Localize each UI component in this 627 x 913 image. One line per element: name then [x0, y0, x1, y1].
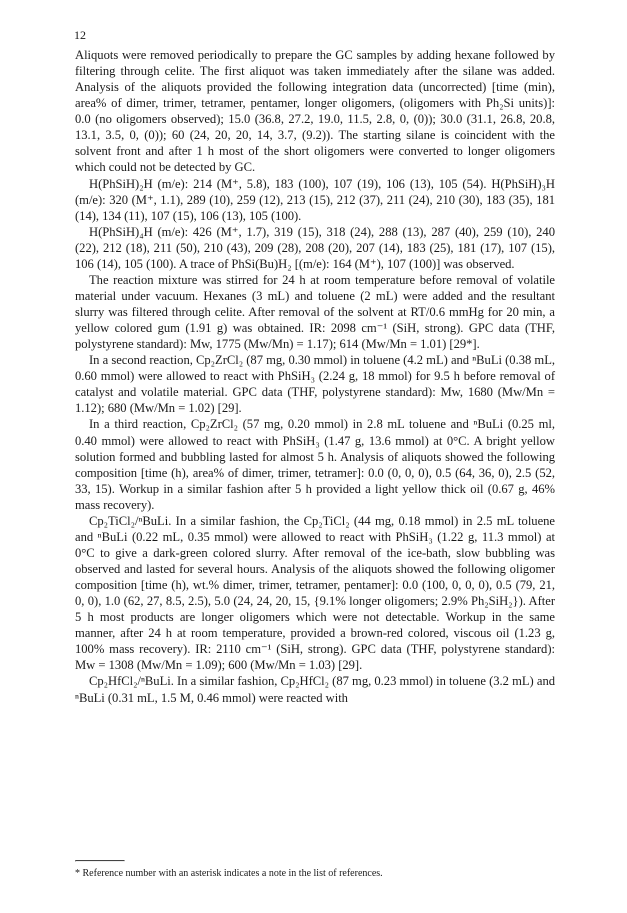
- body-text: [75, 47, 555, 706]
- paragraph: In a second reaction, Cp₂ZrCl₂ (87 mg, 0.30 mmol) in toluene (4.2 mL) and ⁿBuLi (0.38 mL, 0.60 mmol) were allowed to react with PhSiH₃ (2.24 g, 18 mmol) for 9.5 h before removal of catalyst and volatile material. GPC data (THF, polystyrene standard): Mw, 1680 (Mw/Mn = 1.12); 680 (Mw/Mn = 1.02) [29].: [75, 353, 555, 416]
- page-number: 12: [74, 28, 86, 42]
- footnote: * Reference number with an asterisk indicates a note in the list of references.: [75, 868, 383, 879]
- footnote-rule: [75, 860, 125, 862]
- paragraph: Cp₂TiCl₂/ⁿBuLi. In a similar fashion, the Cp₂TiCl₂ (44 mg, 0.18 mmol) in 2.5 mL toluene and ⁿBuLi (0.22 mL, 0.35 mmol) were allowed to react with PhSiH₃ (1.22 g, 11.3 mmol) at 0°C to give a dark-green colored slurry. After removal of the ice-bath, slow bubbling was observed and lasted for several hours. Analysis of the aliquots showed the following oligomer composition [time (h), wt.% dimer, trimer, tetramer, pentamer]: 0.0 (100, 0, 0, 0), 0.5 (79, 21, 0, 0), 1.0 (62, 27, 8.5, 2.5), 5.0 (24, 24, 20, 15, {9.1% longer oligomers; 2.9% Ph₂SiH₂}). After 5 h most products are longer oligomers which were not detectable. Workup in the same manner, after 24 h at room temperature, provided a brown-red colored, viscous oil (1.23 g, 100% mass recovery). IR: 2110 cm⁻¹ (SiH, strong). GPC data (THF, polystyrene standard): Mw = 1308 (Mw/Mn = 1.09); 600 (Mw/Mn = 1.03) [29].: [75, 513, 555, 673]
- paragraph: H(PhSiH)₄H (m/e): 426 (M⁺, 1.7), 319 (15), 318 (24), 288 (13), 287 (40), 259 (10), 240 (22), 212 (18), 211 (50), 210 (43), 209 (28), 208 (20), 207 (14), 183 (25), 181 (17), 107 (15), 106 (14), 105 (100). A trace of PhSi(Bu)H₂ [(m/e): 164 (M⁺), 107 (100)] was observed.: [75, 224, 555, 271]
- paragraph: In a third reaction, Cp₂ZrCl₂ (57 mg, 0.20 mmol) in 2.8 mL toluene and ⁿBuLi (0.25 ml, 0.40 mmol) were allowed to react with PhSiH₃ (1.47 g, 13.6 mmol) at 0°C. A bright yellow solution formed and bubbling lasted for almost 5 h. Analysis of aliquots showed the following composition [time (h), area% of dimer, trimer, tetramer]: 0.0 (0, 0, 0), 0.5 (64, 36, 0), 2.5 (52, 33, 15). Workup in a similar fashion after 5 h provided a light yellow thick oil (0.67 g, 46% mass recovery).: [75, 417, 555, 512]
- paragraph: Cp₂HfCl₂/ⁿBuLi. In a similar fashion, Cp₂HfCl₂ (87 mg, 0.23 mmol) in toluene (3.2 mL) and ⁿBuLi (0.31 mL, 1.5 M, 0.46 mmol) were reacted with: [75, 674, 555, 705]
- paragraph: Aliquots were removed periodically to prepare the GC samples by adding hexane followed by filtering through celite. The first aliquot was taken immediately after the silane was added. Analysis of the aliquots provided the following integration data (uncorrected) [time (min), area% of dimer, trimer, tetramer, pentamer, longer oligomers, (oligomers with Ph₂Si units)]: 0.0 (no oligomers observed); 15.0 (36.8, 27.2, 19.0, 11.5, 2.8, 0, (0)); 30.0 (31.1, 26.8, 20.8, 13.1, 3.5, 0, (0)); 60 (24, 20, 20, 14, 3.7, (9.2)). The starting silane is coincident with the solvent front and after 1 h most of the short oligomers were converted to longer oligomers which could not be detected by GC.: [75, 48, 555, 175]
- paragraph: H(PhSiH)₂H (m/e): 214 (M⁺, 5.8), 183 (100), 107 (19), 106 (13), 105 (54). H(PhSiH)₃H (m/e): 320 (M⁺, 1.1), 289 (10), 259 (12), 213 (15), 212 (37), 211 (24), 210 (30), 183 (35), 181 (14), 134 (11), 107 (15), 106 (13), 105 (100).: [75, 176, 555, 223]
- paragraph: The reaction mixture was stirred for 24 h at room temperature before removal of volatile material under vacuum. Hexanes (3 mL) and toluene (2 mL) were added and the resultant slurry was filtered through celite. After removal of the solvent at RT/0.6 mmHg for 20 min, a yellow colored gum (1.91 g) was obtained. IR: 2098 cm⁻¹ (SiH, strong). GPC data (THF, polystyrene standard): Mw, 1775 (Mw/Mn) = 1.17); 614 (Mw/Mn = 1.01) [29*].: [75, 272, 555, 352]
